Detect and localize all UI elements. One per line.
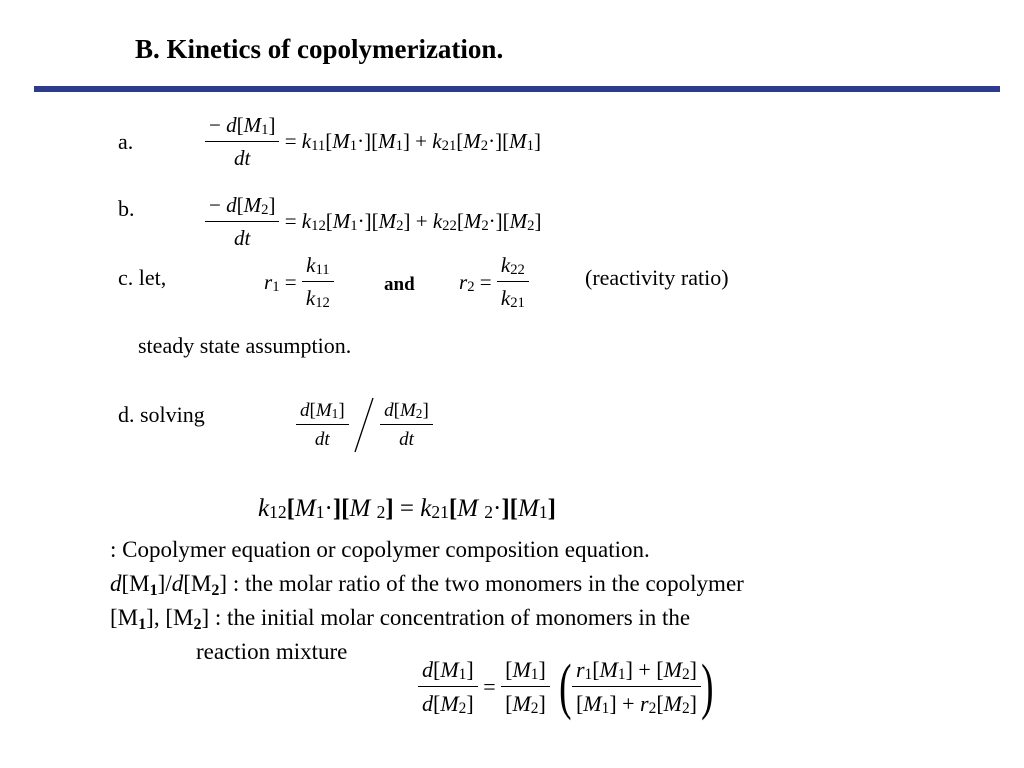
title-divider [34, 86, 1000, 92]
solving-fraction-2: $\frac{d[M_2]}{dt}$ [380, 400, 433, 451]
copolymer-equation-lhs: $\frac{d[M_1]}{d[M_2]}$ [418, 657, 478, 718]
solving-fraction-1: $\frac{d[M_1]}{dt}$ [296, 400, 349, 451]
note-reaction-mixture: reaction mixture [196, 639, 348, 664]
equation-b: $\frac{- d[M_2]}{dt}$ = $k_{12}[M_1\cdot][M_2] + k_{22}[M_2\cdot][M_2]$ [205, 193, 542, 251]
equation-r2: $r_2$ = $\frac{k_{22}}{k_{21}}$ [459, 253, 529, 312]
note-molar-ratio-text: : the molar ratio of the two monomers in the copolymer [227, 571, 744, 596]
left-paren: ( [559, 653, 572, 721]
note-copolymer-equation: : Copolymer equation or copolymer composition equation. [110, 537, 650, 562]
item-d-label: d. solving [118, 402, 205, 427]
note-molar-ratio: d[M1]/d[M2] : the molar ratio of the two monomers in the copolymer [110, 571, 744, 599]
copolymer-equation-ratio: $\frac{[M_1]}{[M_2]}$ [501, 657, 550, 718]
equation-a: $\frac{- d[M_1]}{dt}$ = $k_{11}[M_1\cdot][M_1] + k_{21}[M_2\cdot][M_1]$ [205, 113, 541, 171]
division-slash [353, 396, 375, 454]
item-b-label: b. [118, 196, 135, 221]
right-paren: ) [701, 653, 714, 721]
copolymer-equation: $\frac{d[M_1]}{d[M_2]}$ = $\frac{[M_1]}{[M_2]}$ ( $\frac{r_1[M_1] + [M_2]}{[M_1] + r_2[M_2]}$ ) [418, 656, 718, 718]
copolymer-equation-right: $\frac{r_1[M_1] + [M_2]}{[M_1] + r_2[M_2]}$ [572, 657, 701, 718]
slide-title: B. Kinetics of copolymerization. [135, 34, 504, 64]
reactivity-ratio-label: (reactivity ratio) [585, 265, 729, 290]
steady-state-equation: $k_{12}[M_1\cdot][M$ $_2] = k_{21}[M$ $_2\cdot][M_1]$ [258, 495, 556, 522]
item-a-label: a. [118, 129, 134, 154]
and-label: and [384, 274, 415, 295]
item-c-label: c. let, [118, 265, 167, 290]
note-initial-concentration-text: : the initial molar concentration of monomers in the [209, 605, 691, 630]
equation-r1: $r_1$ = $\frac{k_{11}}{k_{12}}$ [264, 253, 334, 312]
equation-b-lhs: $\frac{- d[M_2]}{dt}$ [205, 193, 279, 251]
steady-state-label: steady state assumption. [138, 333, 352, 358]
equation-a-lhs: $\frac{- d[M_1]}{dt}$ [205, 113, 279, 171]
note-initial-concentration: [M1], [M2] : the initial molar concentration of monomers in the [110, 605, 691, 633]
equation-solving [296, 396, 433, 454]
